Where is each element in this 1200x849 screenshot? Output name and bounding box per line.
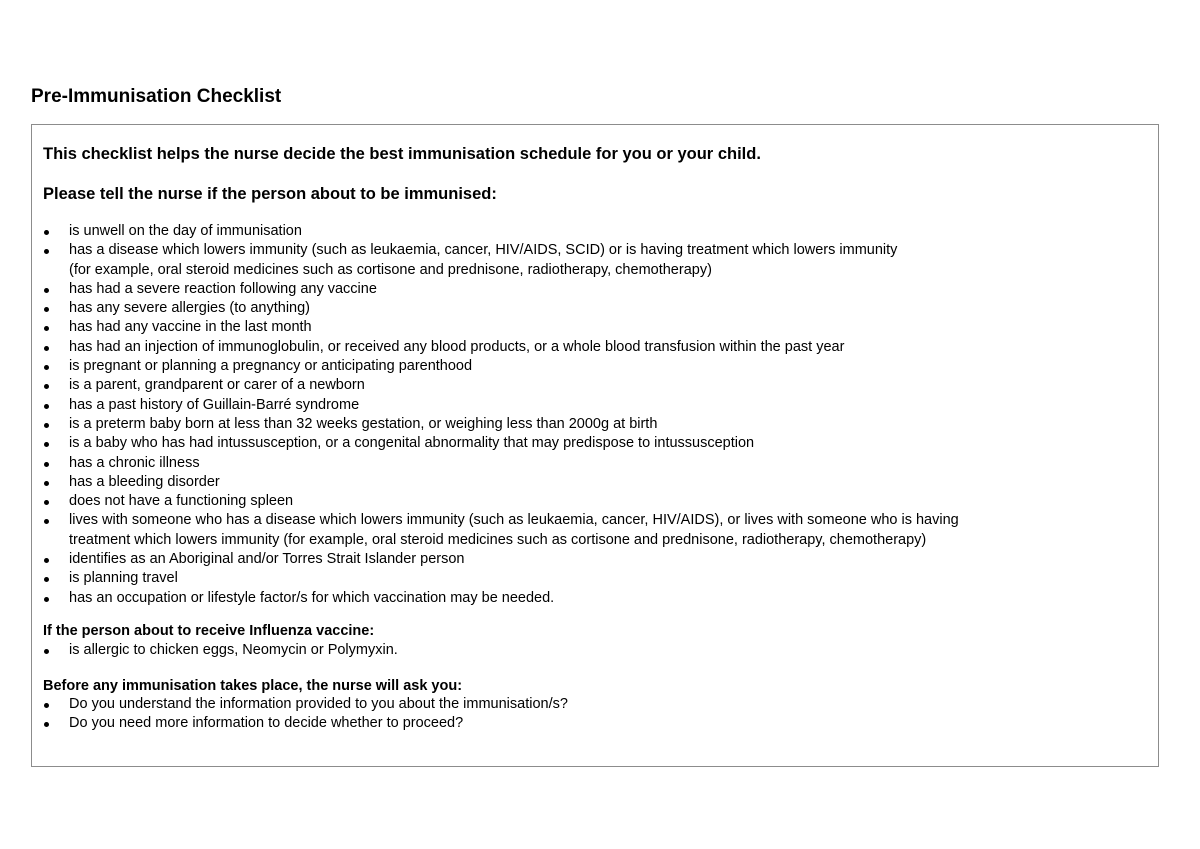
before-immunisation-heading: Before any immunisation takes place, the nurse will ask you: xyxy=(43,678,463,694)
influenza-heading: If the person about to receive Influenza vaccine: xyxy=(43,623,375,639)
condition-item: has had an injection of immunoglobulin, or received any blood products, or a whole blood transfusion within the past year xyxy=(43,338,959,357)
tell-nurse-heading: Please tell the nurse if the person about to be immunised: xyxy=(43,185,497,203)
influenza-item: is allergic to chicken eggs, Neomycin or Polymyxin. xyxy=(43,641,398,660)
condition-item: has a past history of Guillain-Barré syndrome xyxy=(43,396,959,415)
before-immunisation-list xyxy=(43,695,568,734)
question-item: Do you understand the information provided to you about the immunisation/s? xyxy=(43,695,568,714)
condition-item: is a baby who has had intussusception, or a congenital abnormality that may predispose to intussusception xyxy=(43,434,959,453)
condition-item: identifies as an Aboriginal and/or Torres Strait Islander person xyxy=(43,550,959,569)
condition-item: has any severe allergies (to anything) xyxy=(43,299,959,318)
condition-item: is unwell on the day of immunisation xyxy=(43,222,959,241)
condition-item: is pregnant or planning a pregnancy or anticipating parenthood xyxy=(43,357,959,376)
condition-item: has a chronic illness xyxy=(43,454,959,473)
condition-item: lives with someone who has a disease which lowers immunity (such as leukaemia, cancer, HIV/AIDS), or lives with someone who is having treatment which lowers immunity (for example, oral steroid medicines such as cortisone and prednisone, radiotherapy, chemotherapy) xyxy=(43,511,959,550)
intro-text: This checklist helps the nurse decide the best immunisation schedule for you or your child. xyxy=(43,145,761,163)
condition-list xyxy=(43,222,959,608)
page-title: Pre-Immunisation Checklist xyxy=(31,86,282,107)
checklist-box xyxy=(31,124,1159,767)
condition-item: has had a severe reaction following any vaccine xyxy=(43,280,959,299)
condition-item: has a disease which lowers immunity (such as leukaemia, cancer, HIV/AIDS, SCID) or is having treatment which lowers immunity (for example, oral steroid medicines such as cortisone and prednisone, radiotherapy, chemotherapy) xyxy=(43,241,959,280)
condition-item: is planning travel xyxy=(43,569,959,588)
condition-item: has had any vaccine in the last month xyxy=(43,318,959,337)
influenza-list xyxy=(43,641,398,660)
condition-item: has an occupation or lifestyle factor/s for which vaccination may be needed. xyxy=(43,589,959,608)
condition-item: has a bleeding disorder xyxy=(43,473,959,492)
condition-item: is a parent, grandparent or carer of a newborn xyxy=(43,376,959,395)
condition-item: is a preterm baby born at less than 32 weeks gestation, or weighing less than 2000g at birth xyxy=(43,415,959,434)
condition-item: does not have a functioning spleen xyxy=(43,492,959,511)
question-item: Do you need more information to decide whether to proceed? xyxy=(43,714,568,733)
